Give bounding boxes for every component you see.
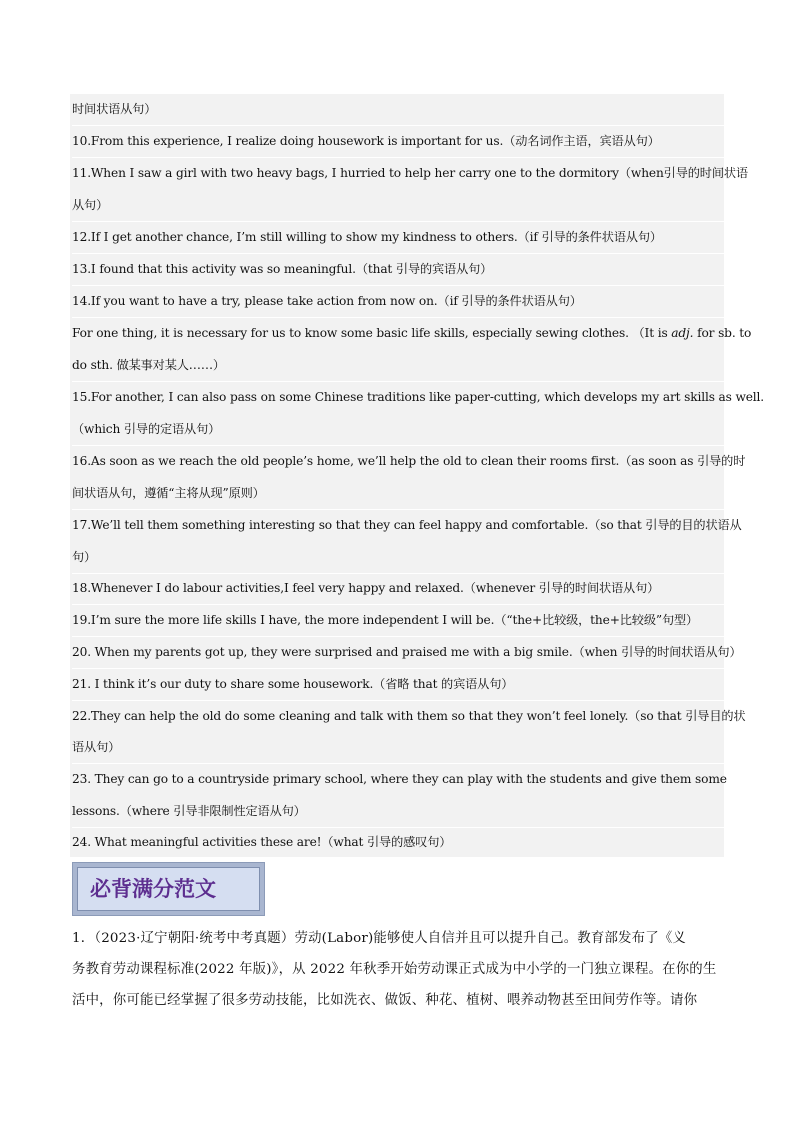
sentence-line: 24. What meaningful activities these are!（what 引导的感叹句） <box>72 835 452 849</box>
italic-abbreviation: adj. <box>671 326 694 340</box>
sentence-line: 20. When my parents got up, they were surprised and praised me with a big smile.（when 引导的时间状语从句） <box>72 637 724 669</box>
sentence-line: 13.I found that this activity was so meaningful.（that 引导的宾语从句） <box>72 254 724 286</box>
sentence-line <box>72 318 752 349</box>
sentence-line: 间状语从句，遵循“主将从现”原则） <box>72 478 724 510</box>
sentence-line: 22.They can help the old do some cleaning and talk with them so that they won’t feel lonely.（so that 引导目的状 <box>72 709 746 723</box>
question-line: 务教育劳动课程标准(2022 年版)》，从 2022 年秋季开始劳动课正式成为中小学的一门独立课程。在你的生 <box>72 962 717 977</box>
sentence-line: 14.If you want to have a try, please take action from now on.（if 引导的条件状语从句） <box>72 286 724 318</box>
sentence-line: 17.We’ll tell them something interesting so that they can feel happy and comfortable.（so that 引导的目的状语从 <box>72 518 742 532</box>
sentence-line: 语从句） <box>72 732 724 764</box>
question-line: 活中，你可能已经掌握了很多劳动技能，比如洗衣、做饭、种花、植树、喂养动物甚至田间劳作等。请你 <box>72 993 698 1008</box>
sentence-line: do sth. 做某事对某人……） <box>72 350 724 382</box>
sentence-line: 21. I think it’s our duty to share some housework.（省略 that 的宾语从句） <box>72 669 724 701</box>
section-banner-inner <box>77 867 260 911</box>
sentence-line: 从句） <box>72 190 724 222</box>
sentence-line: 23. They can go to a countryside primary school, where they can play with the students and give them some <box>72 772 727 786</box>
sentence-text: for sb. to <box>693 326 752 340</box>
sentence-line: 12.If I get another chance, I’m still willing to show my kindness to others.（if 引导的条件状语从句） <box>72 222 724 254</box>
sentence-line: lessons.（where 引导非限制性定语从句） <box>72 796 724 828</box>
section-banner <box>72 862 265 916</box>
sentence-line: 16.As soon as we reach the old people’s home, we’ll help the old to clean their rooms first.（as soon as 引导的时 <box>72 454 746 468</box>
sentence-line: 11.When I saw a girl with two heavy bags, I hurried to help her carry one to the dormitory（when引导的时间状语 <box>72 166 748 180</box>
sentence-line: 15.For another, I can also pass on some Chinese traditions like paper-cutting, which develops my art skills as well. <box>72 390 765 404</box>
sentence-line: 18.Whenever I do labour activities,I feel very happy and relaxed.（whenever 引导的时间状语从句） <box>72 573 724 605</box>
sentence-line: （which 引导的定语从句） <box>72 414 724 446</box>
question-line: 1．（2023·辽宁朝阳·统考中考真题）劳动(Labor)能够使人自信并且可以提升自己。教育部发布了《义 <box>72 931 687 946</box>
sentence-text: For one thing, it is necessary for us to know some basic life skills, especially sewing clothes. （It is <box>72 326 672 340</box>
sentence-line: 时间状语从句） <box>72 94 724 126</box>
sentence-line: 19.I’m sure the more life skills I have, the more independent I will be.（“the+比较级，the+比较级”句型） <box>72 605 724 637</box>
sentence-line: 10.From this experience, I realize doing housework is important for us.（动名词作主语，宾语从句） <box>72 126 724 158</box>
section-heading: 必背满分范文 <box>90 876 216 901</box>
sentence-line: 句） <box>72 542 724 574</box>
